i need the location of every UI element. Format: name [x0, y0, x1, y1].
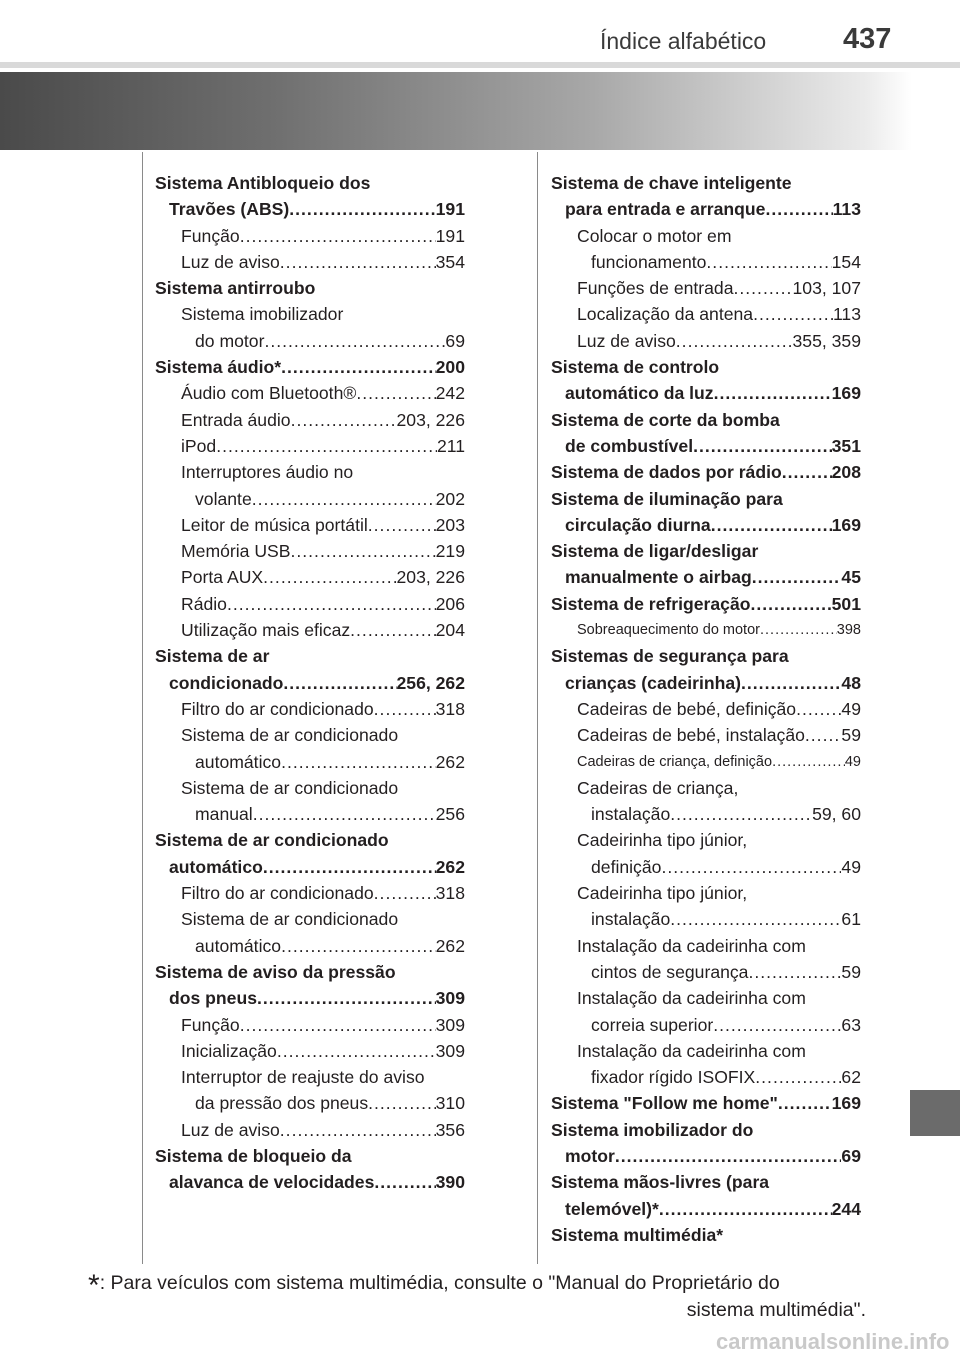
index-leader-dots — [670, 906, 841, 932]
index-entry — [551, 722, 861, 748]
index-entry — [155, 486, 465, 512]
index-leader-dots — [752, 564, 842, 590]
index-entry — [551, 486, 861, 512]
index-entry-page: 203, 226 — [396, 409, 465, 430]
index-leader-dots — [374, 696, 436, 722]
index-entry — [551, 801, 861, 827]
index-entry-page: 49 — [841, 698, 861, 719]
index-entry — [551, 985, 861, 1011]
index-entry-page: 310 — [435, 1093, 465, 1114]
index-entry-text: volante — [195, 488, 252, 509]
index-leader-dots — [264, 328, 445, 354]
index-entry-page: 204 — [435, 620, 465, 641]
index-entry-page: 169 — [831, 514, 861, 535]
index-entry — [155, 407, 465, 433]
index-entry — [155, 959, 465, 985]
index-entry-page: 356 — [435, 1119, 465, 1140]
index-entry-text: Utilização mais eficaz — [181, 620, 351, 641]
index-entry-text: Cadeiras de criança, definição — [577, 753, 773, 770]
index-entry — [155, 328, 465, 354]
index-leader-dots — [765, 196, 832, 222]
index-entry-page: 262 — [435, 935, 465, 956]
index-entry-text: instalação — [591, 804, 671, 825]
index-entry-text: Sistemas de segurança para — [551, 646, 789, 667]
index-right-column — [551, 170, 861, 1248]
index-entry-page: 202 — [435, 488, 465, 509]
index-entry-page: 113 — [832, 304, 861, 325]
index-entry — [155, 1090, 465, 1116]
index-entry-text: telemóvel)* — [565, 1198, 659, 1219]
index-entry-text: Sistema de refrigeração — [551, 593, 751, 614]
index-entry — [551, 170, 861, 196]
index-leader-dots — [670, 801, 812, 827]
index-entry-text: Inicialização — [181, 1040, 277, 1061]
index-entry-text: Sistema de iluminação para — [551, 488, 783, 509]
index-entry — [551, 696, 861, 722]
index-entry-text: Localização da antena — [577, 304, 754, 325]
index-entry — [551, 1038, 861, 1064]
index-leader-dots — [714, 380, 832, 406]
index-entry-page: 62 — [841, 1067, 861, 1088]
index-entry-text: Sistema de ar condicionado — [181, 777, 399, 798]
index-entry-page: 244 — [831, 1198, 861, 1219]
index-entry-text: Interruptor de reajuste do aviso — [181, 1067, 425, 1088]
index-entry-page: 191 — [435, 199, 465, 220]
index-leader-dots — [240, 1012, 436, 1038]
index-leader-dots — [277, 1038, 436, 1064]
index-entry — [551, 433, 861, 459]
index-entry-text: Porta AUX — [181, 567, 264, 588]
index-entry-text: Sistema de ar condicionado — [181, 909, 399, 930]
index-entry-text: Sistema de ar — [155, 646, 270, 667]
index-entry-text: Sistema de ar condicionado — [155, 830, 389, 851]
index-entry-text: Sistema de ligar/desligar — [551, 541, 759, 562]
index-entry — [551, 775, 861, 801]
index-entry-text: Sistema de corte da bomba — [551, 409, 780, 430]
index-entry — [155, 985, 465, 1011]
index-entry — [551, 617, 861, 643]
index-entry — [551, 275, 861, 301]
index-leader-dots — [734, 275, 793, 301]
index-entry — [551, 959, 861, 985]
index-leader-dots — [706, 249, 831, 275]
index-entry-page: 318 — [435, 883, 465, 904]
index-entry-page: 242 — [435, 383, 465, 404]
index-entry — [551, 459, 861, 485]
index-entry — [155, 906, 465, 932]
index-entry — [155, 1064, 465, 1090]
index-entry-text: Cadeiras de bebé, definição — [577, 698, 797, 719]
index-entry-page: 219 — [435, 541, 465, 562]
index-leader-dots — [676, 328, 793, 354]
index-entry-page: 59 — [841, 725, 861, 746]
index-entry-text: funcionamento — [591, 251, 707, 272]
index-entry-page: 390 — [435, 1172, 465, 1193]
index-entry-text: Leitor de música portátil — [181, 514, 368, 535]
index-entry-text: circulação diurna — [565, 514, 711, 535]
index-entry — [551, 1012, 861, 1038]
index-leader-dots — [693, 433, 832, 459]
index-leader-dots — [778, 1090, 832, 1116]
index-entry — [551, 301, 861, 327]
index-entry — [551, 880, 861, 906]
index-entry — [551, 407, 861, 433]
index-entry-text: Cadeirinha tipo júnior, — [577, 830, 748, 851]
index-entry-text: correia superior — [591, 1014, 714, 1035]
index-entry-page: 203 — [435, 514, 465, 535]
index-entry — [155, 564, 465, 590]
index-leader-dots — [280, 249, 436, 275]
right-column-rule — [537, 152, 538, 1264]
index-leader-dots — [751, 591, 832, 617]
index-leader-dots — [263, 854, 436, 880]
index-entry-text: iPod — [181, 435, 217, 456]
index-leader-dots — [796, 696, 841, 722]
index-entry — [155, 223, 465, 249]
index-entry — [155, 301, 465, 327]
index-entry-text: Sistema multimédia* — [551, 1224, 724, 1245]
index-entry — [155, 1012, 465, 1038]
index-entry-text: automático — [169, 856, 263, 877]
index-entry — [155, 801, 465, 827]
index-entry — [551, 1169, 861, 1195]
index-leader-dots — [356, 380, 435, 406]
index-entry — [551, 249, 861, 275]
index-entry-page: 203, 226 — [396, 567, 465, 588]
index-entry-text: Sistema Antibloqueio dos — [155, 173, 371, 193]
index-entry-text: Interruptores áudio no — [181, 462, 354, 483]
index-leader-dots — [216, 433, 437, 459]
index-entry-text: automático — [195, 751, 282, 772]
index-entry — [155, 1038, 465, 1064]
footnote-marker: * — [88, 1269, 100, 1302]
index-entry-page: 69 — [445, 330, 465, 351]
index-entry-text: para entrada e arranque — [565, 199, 766, 220]
index-entry — [155, 591, 465, 617]
footnote — [88, 1270, 866, 1324]
index-entry-text: Sistema de aviso da pressão — [155, 961, 396, 982]
index-leader-dots — [263, 564, 396, 590]
index-entry — [551, 854, 861, 880]
index-entry-page: 191 — [435, 225, 465, 246]
index-entry-text: Sistema imobilizador — [181, 304, 344, 325]
index-leader-dots — [711, 512, 832, 538]
index-entry-page: 45 — [841, 567, 861, 588]
index-entry-page: 256, 262 — [396, 672, 465, 693]
index-entry — [551, 564, 861, 590]
index-entry — [551, 1064, 861, 1090]
index-entry — [551, 1196, 861, 1222]
index-entry-page: 103, 107 — [792, 278, 861, 299]
index-entry — [155, 696, 465, 722]
index-entry — [155, 827, 465, 853]
index-entry-text: crianças (cadeirinha) — [565, 672, 742, 693]
index-leader-dots — [753, 301, 833, 327]
index-entry-text: Função — [181, 1014, 240, 1035]
index-entry — [155, 643, 465, 669]
index-leader-dots — [760, 617, 837, 643]
index-entry-text: Instalação da cadeirinha com — [577, 988, 806, 1009]
index-leader-dots — [283, 670, 396, 696]
section-banner — [0, 72, 912, 150]
index-entry-page: 113 — [832, 199, 861, 220]
footnote-line-1: : Para veículos com sistema multimédia, consulte o "Manual do Proprietário do — [99, 1272, 780, 1294]
index-entry-text: do motor — [195, 330, 265, 351]
index-entry — [551, 196, 861, 222]
index-entry-page: 206 — [435, 593, 465, 614]
index-leader-dots — [281, 749, 436, 775]
index-entry-text: Sistema antirroubo — [155, 278, 316, 299]
index-left-column — [155, 170, 465, 1196]
index-leader-dots — [350, 617, 435, 643]
index-entry — [155, 1169, 465, 1195]
index-entry — [155, 854, 465, 880]
index-entry-text: Sistema de bloqueio da — [155, 1145, 352, 1166]
index-entry-page: 200 — [435, 357, 465, 378]
index-entry — [155, 617, 465, 643]
index-leader-dots — [713, 1012, 841, 1038]
index-entry-page: 169 — [831, 1093, 861, 1114]
index-entry-text: de combustível — [565, 435, 694, 456]
index-entry-page: 354 — [435, 251, 465, 272]
index-entry — [551, 1143, 861, 1169]
index-leader-dots — [240, 223, 436, 249]
index-entry — [155, 275, 465, 301]
index-leader-dots — [748, 959, 841, 985]
index-entry — [155, 538, 465, 564]
index-entry — [551, 827, 861, 853]
index-entry-text: Sistema imobilizador do — [551, 1119, 754, 1140]
index-entry — [551, 1117, 861, 1143]
index-entry-text: Rádio — [181, 593, 227, 614]
index-entry-text: instalação — [591, 909, 671, 930]
index-entry-text: Sistema de dados por rádio — [551, 462, 782, 483]
index-entry-text: Funções de entrada — [577, 278, 734, 299]
index-entry-page: 59 — [841, 961, 861, 982]
section-thumb-tab — [910, 1090, 960, 1136]
index-entry-text: condicionado — [169, 672, 284, 693]
index-entry-text: Sistema de controlo — [551, 357, 720, 378]
index-entry-text: Instalação da cadeirinha com — [577, 935, 806, 956]
index-entry-text: Filtro do ar condicionado — [181, 883, 374, 904]
index-leader-dots — [227, 591, 436, 617]
index-entry — [551, 643, 861, 669]
index-entry — [155, 670, 465, 696]
index-leader-dots — [374, 1169, 435, 1195]
index-leader-dots — [368, 512, 436, 538]
index-leader-dots — [374, 880, 436, 906]
index-entry-text: Filtro do ar condicionado — [181, 698, 374, 719]
index-entry-text: da pressão dos pneus — [195, 1093, 369, 1114]
index-entry-text: Cadeirinha tipo júnior, — [577, 883, 748, 904]
index-entry-text: Luz de aviso — [181, 251, 280, 272]
index-leader-dots — [280, 1117, 436, 1143]
index-entry-text: Função — [181, 225, 240, 246]
index-entry-page: 59, 60 — [812, 804, 861, 825]
index-leader-dots — [291, 407, 397, 433]
index-entry-page: 318 — [435, 698, 465, 719]
index-entry — [551, 906, 861, 932]
index-entry-text: Instalação da cadeirinha com — [577, 1040, 806, 1061]
index-leader-dots — [281, 354, 436, 380]
index-entry-text: Luz de aviso — [577, 330, 676, 351]
index-entry-text: motor — [565, 1145, 615, 1166]
index-entry-text: cintos de segurança — [591, 961, 749, 982]
index-entry-page: 69 — [841, 1145, 861, 1166]
index-entry-page: 154 — [831, 251, 861, 272]
index-leader-dots — [741, 670, 841, 696]
index-entry-text: alavanca de velocidades — [169, 1172, 375, 1193]
index-entry-page: 262 — [435, 856, 465, 877]
index-entry-page: 262 — [435, 751, 465, 772]
index-entry-page: 309 — [435, 1014, 465, 1035]
watermark: carmanualsonline.info — [716, 1329, 950, 1354]
index-entry-text: Luz de aviso — [181, 1119, 280, 1140]
index-entry — [155, 722, 465, 748]
index-entry — [155, 380, 465, 406]
index-entry — [551, 749, 861, 775]
index-entry-text: manual — [195, 804, 253, 825]
index-leader-dots — [755, 1064, 841, 1090]
index-entry-page: 48 — [841, 672, 861, 693]
index-entry-text: Sistema áudio* — [155, 357, 282, 378]
index-leader-dots — [772, 749, 845, 775]
index-entry-page: 49 — [844, 753, 861, 770]
index-entry-page: 501 — [831, 593, 861, 614]
index-entry-page: 61 — [841, 909, 861, 930]
index-leader-dots — [289, 196, 435, 222]
index-entry-page: 63 — [841, 1014, 861, 1035]
index-entry — [155, 1143, 465, 1169]
index-entry — [155, 170, 465, 196]
index-entry-page: 309 — [435, 1040, 465, 1061]
index-leader-dots — [257, 985, 436, 1011]
index-entry-page: 351 — [831, 435, 861, 456]
index-entry-text: fixador rígido ISOFIX — [591, 1067, 756, 1088]
index-entry — [155, 775, 465, 801]
index-entry-text: automático — [195, 935, 282, 956]
index-entry-text: Sistema de chave inteligente — [551, 173, 792, 193]
header-rule — [0, 62, 960, 68]
index-entry — [551, 1222, 861, 1248]
index-entry-page: 355, 359 — [792, 330, 861, 351]
index-entry-text: Entrada áudio — [181, 409, 291, 430]
index-entry-text: Cadeiras de criança, — [577, 777, 739, 798]
index-leader-dots — [291, 538, 436, 564]
index-entry — [551, 933, 861, 959]
index-entry-text: Sistema "Follow me home" — [551, 1093, 778, 1114]
page-number: 437 — [843, 23, 892, 55]
index-entry — [551, 1090, 861, 1116]
footnote-line-2: sistema multimédia". — [686, 1299, 866, 1321]
index-entry-text: Sistema mãos-livres (para — [551, 1172, 770, 1193]
index-entry-text: definição — [591, 856, 662, 877]
index-entry-page: 208 — [831, 462, 861, 483]
index-leader-dots — [368, 1090, 436, 1116]
index-entry — [155, 459, 465, 485]
index-entry — [155, 1117, 465, 1143]
index-entry-text: Colocar o motor em — [577, 225, 732, 246]
index-entry — [551, 538, 861, 564]
index-entry — [551, 670, 861, 696]
index-leader-dots — [805, 722, 842, 748]
index-entry — [155, 512, 465, 538]
index-entry — [551, 354, 861, 380]
index-entry — [551, 380, 861, 406]
index-entry-text: Memória USB — [181, 541, 291, 562]
index-entry-text: Sobreaquecimento do motor — [577, 622, 760, 639]
index-entry — [551, 512, 861, 538]
index-entry-text: manualmente o airbag — [565, 567, 752, 588]
index-entry-page: 49 — [841, 856, 861, 877]
index-entry-text: Áudio com Bluetooth® — [181, 383, 357, 404]
left-column-rule — [142, 152, 143, 1264]
index-leader-dots — [782, 459, 832, 485]
index-leader-dots — [661, 854, 841, 880]
index-leader-dots — [615, 1143, 842, 1169]
index-entry-text: dos pneus — [169, 988, 257, 1009]
index-entry — [551, 223, 861, 249]
index-entry — [155, 880, 465, 906]
index-entry-page: 211 — [436, 435, 465, 456]
index-leader-dots — [659, 1196, 832, 1222]
index-leader-dots — [252, 486, 436, 512]
index-entry — [551, 591, 861, 617]
index-entry-page: 169 — [831, 383, 861, 404]
index-entry-text: Cadeiras de bebé, instalação — [577, 725, 805, 746]
index-entry — [155, 249, 465, 275]
index-entry-text: automático da luz — [565, 383, 714, 404]
index-leader-dots — [253, 801, 436, 827]
index-entry-page: 398 — [836, 622, 861, 639]
index-entry — [155, 196, 465, 222]
index-entry — [155, 749, 465, 775]
index-entry — [155, 933, 465, 959]
index-entry-text: Travões (ABS) — [169, 199, 290, 220]
index-entry-page: 256 — [435, 804, 465, 825]
index-entry — [551, 328, 861, 354]
index-leader-dots — [281, 933, 436, 959]
running-header-title: Índice alfabético — [600, 28, 767, 54]
index-entry-text: Sistema de ar condicionado — [181, 725, 399, 746]
index-entry — [155, 433, 465, 459]
index-entry-page: 309 — [435, 988, 465, 1009]
index-entry — [155, 354, 465, 380]
